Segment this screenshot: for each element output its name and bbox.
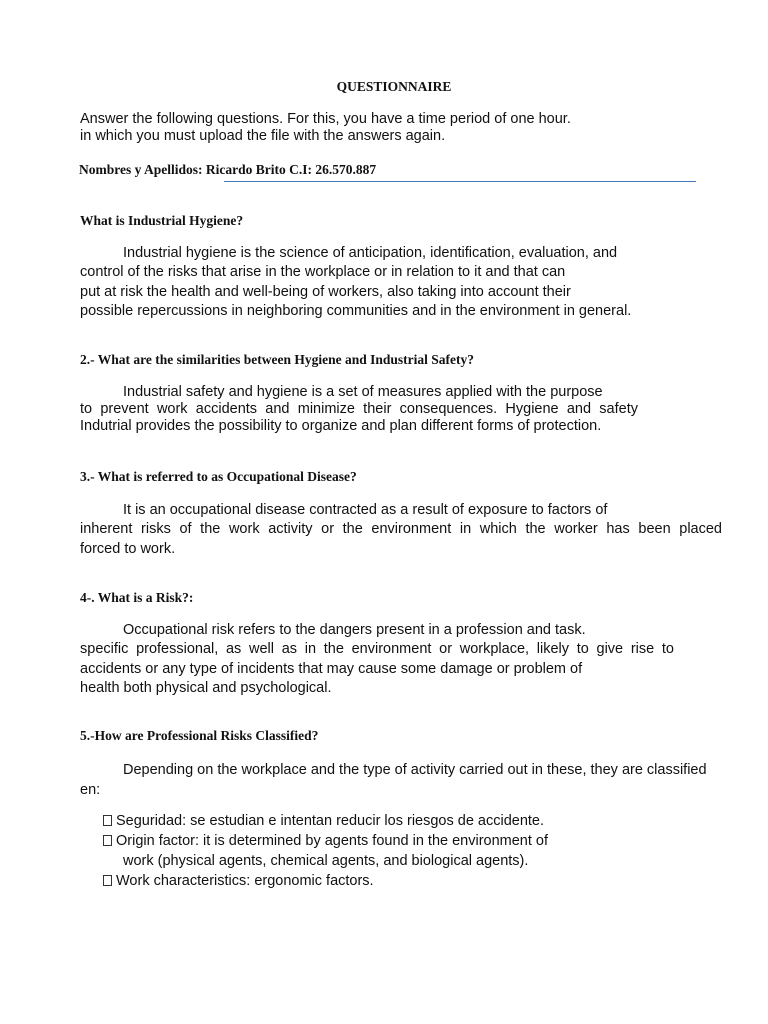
- answer-4-line-2: specific professional, as well as in the environment or workplace, likely to give rise to: [80, 641, 674, 657]
- answer-3-line-1: It is an occupational disease contracted as a result of exposure to factors of: [123, 502, 608, 518]
- missing-glyph-box-icon: [103, 815, 112, 826]
- answer-5-line-2: en:: [80, 782, 101, 798]
- bullet-item: [103, 833, 548, 849]
- missing-glyph-box-icon: [103, 875, 112, 886]
- question-3: 3.- What is referred to as Occupational Disease?: [80, 469, 357, 484]
- bullet-item: [103, 813, 544, 829]
- question-5: 5.-How are Professional Risks Classified?: [80, 728, 319, 743]
- intro-line-2: in which you must upload the file with the answers again.: [80, 128, 446, 144]
- question-4: 4-. What is a Risk?:: [80, 590, 194, 605]
- answer-5-line-1: Depending on the workplace and the type of activity carried out in these, they are classified: [123, 762, 707, 778]
- bullet-text: Seguridad: se estudian e intentan reducir los riesgos de accidente.: [116, 813, 545, 829]
- bullet-item: [103, 873, 374, 889]
- answer-1-line-3: put at risk the health and well-being of workers, also taking into account their: [80, 284, 571, 300]
- document-title: QUESTIONNAIRE: [336, 79, 452, 94]
- answer-1-line-4: possible repercussions in neighboring communities and in the environment in general.: [80, 303, 632, 319]
- bullet-continuation: work (physical agents, chemical agents, and biological agents).: [123, 853, 529, 869]
- missing-glyph-box-icon: [103, 835, 112, 846]
- answer-2-line-3: Indutrial provides the possibility to organize and plan different forms of protection.: [80, 418, 602, 434]
- answer-1-line-2: control of the risks that arise in the workplace or in relation to it and that can: [80, 264, 566, 280]
- intro-line-1: Answer the following questions. For this, you have a time period of one hour.: [80, 111, 571, 127]
- question-1: What is Industrial Hygiene?: [80, 213, 244, 228]
- answer-3-line-3: forced to work.: [80, 541, 176, 557]
- student-name-line: Nombres y Apellidos: Ricardo Brito C.I: 26.570.887: [79, 162, 377, 177]
- answer-4-line-1: Occupational risk refers to the dangers present in a profession and task.: [123, 622, 586, 638]
- bullet-text: Work characteristics: ergonomic factors.: [116, 873, 374, 889]
- question-2: 2.- What are the similarities between Hygiene and Industrial Safety?: [80, 352, 474, 367]
- answer-3-line-2: inherent risks of the work activity or the environment in which the worker has been placed: [80, 521, 722, 537]
- answer-2-line-2: to prevent work accidents and minimize their consequences. Hygiene and safety: [80, 401, 638, 417]
- answer-4-line-3: accidents or any type of incidents that may cause some damage or problem of: [80, 661, 583, 677]
- answer-1-line-1: Industrial hygiene is the science of anticipation, identification, evaluation, and: [123, 245, 618, 261]
- bullet-text: Origin factor: it is determined by agents found in the environment of: [116, 833, 549, 849]
- answer-4-line-4: health both physical and psychological.: [80, 680, 332, 696]
- answer-2-line-1: Industrial safety and hygiene is a set of measures applied with the purpose: [123, 384, 603, 400]
- name-underline: [224, 181, 696, 182]
